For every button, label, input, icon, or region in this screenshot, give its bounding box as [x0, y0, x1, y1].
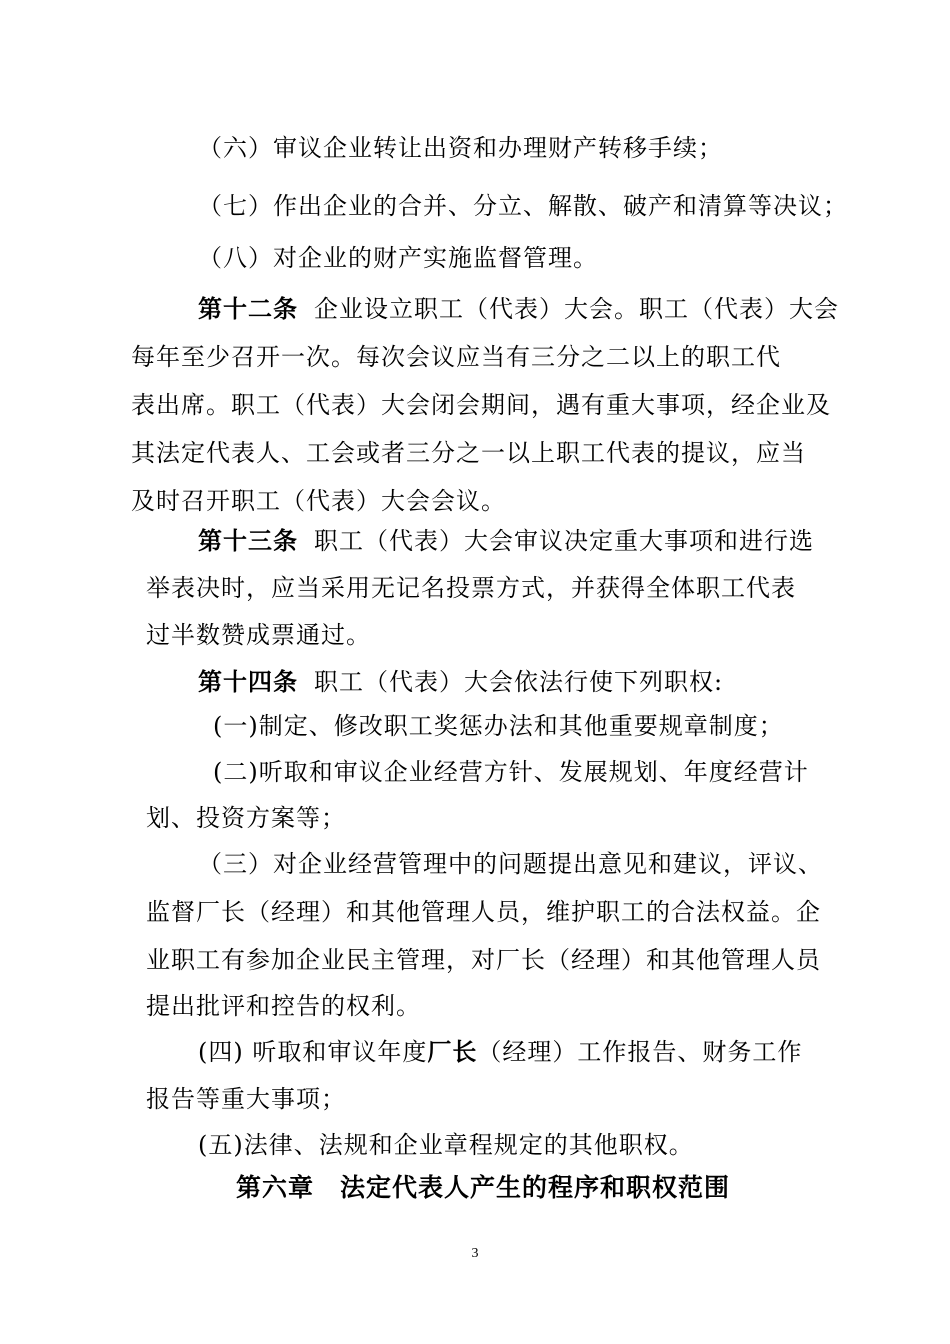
item-4-line-1 — [198, 1036, 802, 1068]
item-3-line-4: 提出批评和控告的权利。 — [146, 992, 421, 1020]
item-1: (一)制定、修改职工奖惩办法和其他重要规章制度； — [213, 712, 784, 740]
article-13-line-3: 过半数赞成票通过。 — [146, 621, 371, 649]
article-12-line-2: 每年至少召开一次。每次会议应当有三分之二以上的职工代 — [131, 343, 781, 371]
item-3-line-3: 业职工有参加企业民主管理，对厂长（经理）和其他管理人员 — [146, 946, 821, 974]
article-13-line-1 — [198, 525, 814, 557]
article-12-line-3: 表出席。职工（代表）大会闭会期间，遇有重大事项，经企业及 — [131, 391, 831, 419]
article-14-label: 第十四条 — [198, 667, 298, 696]
article-14-text-1: 职工（代表）大会依法行使下列职权: — [314, 668, 724, 696]
item-4-bold-term: 厂长 — [427, 1037, 478, 1066]
article-12-line-1 — [198, 293, 839, 325]
article-13-text-1: 职工（代表）大会审议决定重大事项和进行选 — [314, 527, 814, 555]
article-12-line-4: 其法定代表人、工会或者三分之一以上职工代表的提议，应当 — [131, 439, 806, 467]
clause-8: （八）对企业的财产实施监督管理。 — [198, 244, 598, 272]
item-4-line-2: 报告等重大事项； — [146, 1085, 346, 1113]
item-5: (五)法律、法规和企业章程规定的其他职权。 — [198, 1131, 694, 1159]
item-4-text-a: (四) 听取和审议年度 — [198, 1038, 428, 1066]
chapter-heading: 第六章 法定代表人产生的程序和职权范围 — [236, 1173, 731, 1202]
item-2-line-2: 划、投资方案等； — [146, 804, 346, 832]
article-13-line-2: 举表决时，应当采用无记名投票方式，并获得全体职工代表 — [146, 574, 796, 602]
article-12-line-5: 及时召开职工（代表）大会会议。 — [131, 487, 506, 515]
clause-7: （七）作出企业的合并、分立、解散、破产和清算等决议； — [198, 192, 848, 220]
item-3-line-1: （三）对企业经营管理中的问题提出意见和建议，评议、 — [198, 850, 823, 878]
article-12-label: 第十二条 — [198, 294, 298, 323]
item-3-line-2: 监督厂长（经理）和其他管理人员，维护职工的合法权益。企 — [146, 898, 821, 926]
article-14-line-1 — [198, 666, 723, 698]
page-number: 3 — [471, 1246, 479, 1261]
article-13-label: 第十三条 — [198, 526, 298, 555]
item-4-text-b: （经理）工作报告、财务工作 — [477, 1038, 803, 1066]
item-2-line-1: (二)听取和审议企业经营方针、发展规划、年度经营计 — [213, 758, 809, 786]
clause-6: （六）审议企业转让出资和办理财产转移手续； — [198, 134, 723, 162]
article-12-text-1: 企业设立职工（代表）大会。职工（代表）大会 — [314, 295, 839, 323]
